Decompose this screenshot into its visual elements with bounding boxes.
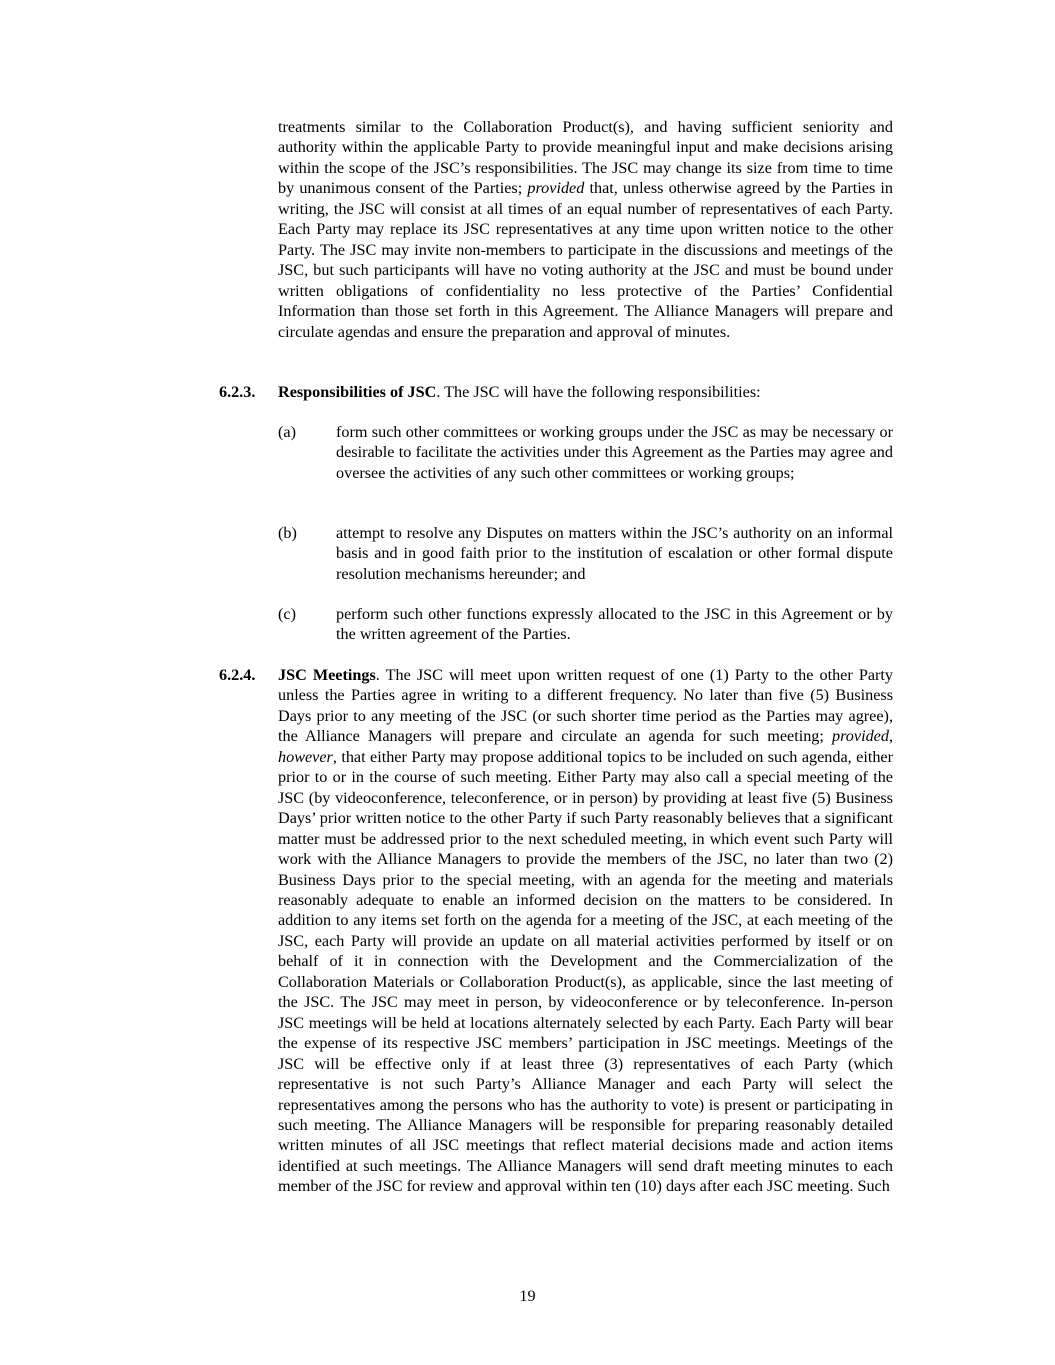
list-item-label: (a) [278,423,296,441]
provided-italic: provided [832,727,889,746]
list-item-label: (b) [278,524,297,542]
page-number: 19 [519,1287,536,1305]
intro-provided-italic: provided [527,179,585,198]
list-item-text: perform such other functions expressly allocated to the JSC in this Agreement or by the written agreement of the Parties. [336,605,893,644]
list-item-text: attempt to resolve any Disputes on matters within the JSC’s authority on an informal basis and in good faith prior to the institution of escalation or other formal dispute resolution mechanisms hereunder; and [336,524,893,583]
intro-text-part2: that, unless otherwise agreed by the Parties in writing, the JSC will consist at all times of an equal number of representatives of each Party. Each Party may replace its JSC representatives at any time upon written notice to the other Party. The JSC may invite non-members to participate in the discussions and meetings of the JSC, but such participants will have no voting authority at the JSC and must be bound under written obligations of confidentiality no less protective of the Parties’ Confidential Information than those set forth in this Agreement. The Alliance Managers will prepare and circulate agendas and ensure the preparation and approval of minutes. [278,179,893,341]
however-italic: however [278,747,333,766]
comma-separator: , [888,727,893,746]
intro-text-part1: treatments similar to the Collaboration Product(s), and having sufficient seniority and authority within the applicable Party to provide meaningful input and make decisions arising within the scope of the JSC’s responsibilities. The JSC may change its size from time to time by unanimous consent of the Parties; [278,118,893,198]
section-title: JSC Meetings [278,666,376,684]
section-text-part1: . The JSC will meet upon written request of one (1) Party to the other Party unless the Parties agree in writing to a different frequency. No later than five (5) Business Days prior to any meeting of the JSC (or such shorter time period as the Parties may agree), the Alliance Managers will prepare and circulate an agenda for such meeting; [278,666,893,746]
section-title: Responsibilities of JSC [278,383,437,401]
section-body [278,382,893,402]
section-body [278,665,893,1197]
section-text: . The JSC will have the following responsibilities: [436,383,761,401]
list-item-label: (c) [278,605,296,623]
section-number: 6.2.4. [219,666,256,684]
list-item-text: form such other committees or working groups under the JSC as may be necessary or desirable to facilitate the activities under this Agreement as the Parties may agree and oversee the activities of any such other committees or working groups; [336,423,893,482]
intro-paragraph [278,117,893,342]
section-number: 6.2.3. [219,383,256,401]
section-text-part2: , that either Party may propose additional topics to be included on such agenda, either prior to or in the course of such meeting. Either Party may also call a special meeting of the JSC (by videoconference, teleconference, or in person) by providing at least five (5) Business Days’ prior written notice to the other Party if such Party reasonably believes that a significant matter must be addressed prior to the next scheduled meeting, in which event such Party will work with the Alliance Managers to provide the members of the JSC, no later than two (2) Business Days prior to the special meeting, with an agenda for the meeting and materials reasonably adequate to enable an informed decision on the matters to be considered. In addition to any items set forth on the agenda for a meeting of the JSC, at each meeting of the JSC, each Party will provide an update on all material activities performed by itself or on behalf of it in connection with the Development and the Commercialization of the Collaboration Materials or Collaboration Product(s), as applicable, since the last meeting of the JSC. The JSC may meet in person, by videoconference or by teleconference. In-person JSC meetings will be held at locations alternately selected by each Party. Each Party will bear the expense of its respective JSC members’ participation in JSC meetings. Meetings of the JSC will be effective only if at least three (3) representatives of each Party (which representative is not such Party’s Alliance Manager and each Party will select the representatives among the persons who has the authority to vote) is present or participating in such meeting. The Alliance Managers will be responsible for preparing reasonably detailed written minutes of all JSC meetings that reflect material decisions made and action items identified at such meetings. The Alliance Managers will send draft meeting minutes to each member of the JSC for review and approval within ten (10) days after each JSC meeting. Such [278,747,893,1196]
